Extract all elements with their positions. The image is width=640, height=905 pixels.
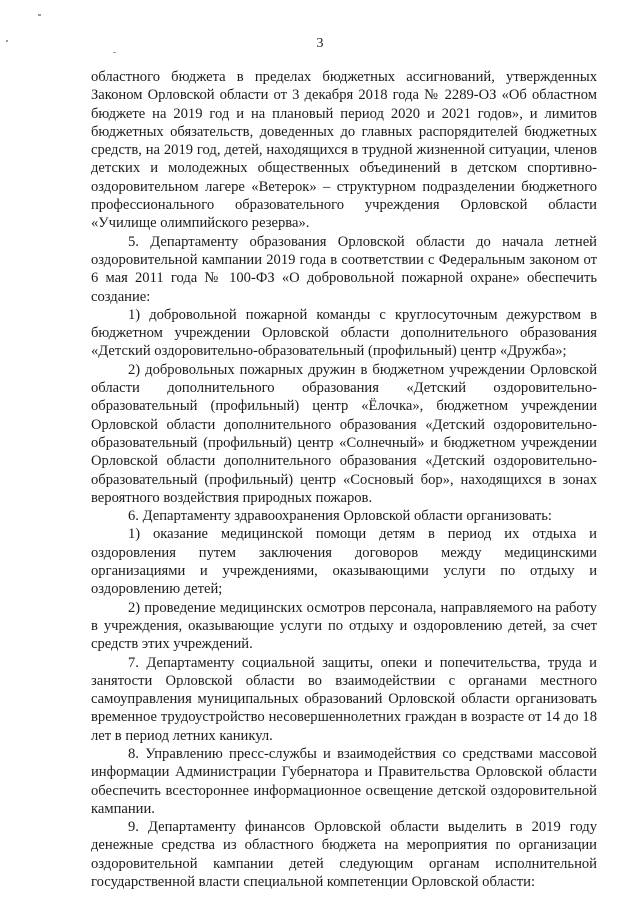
scan-speck xyxy=(113,52,116,53)
paragraph-item-7: 7. Департаменту социальной защиты, опеки и попечительства, труда и занятости Орловской области во взаимодействии с органами местного самоуправления муниципальных образований Орловской области организовать временное трудоустройство несовершеннолетних граждан в возрасте от 14 до 18 лет в период летних каникул. xyxy=(91,654,597,744)
paragraph-item-6-2: 2) проведение медицинских осмотров персонала, направляемого на работу в учреждения, оказывающие услуги по отдыху и оздоровлению детей, за счет средств этих учреждений. xyxy=(91,599,597,653)
paragraph-item-5-1: 1) добровольной пожарной команды с круглосуточным дежурством в бюджетном учреждении Орловской области дополнительного образования «Детский оздоровительно-образовательный (профильный) центр «Дружба»; xyxy=(91,306,597,360)
paragraph-item-6: 6. Департаменту здравоохранения Орловской области организовать: xyxy=(128,508,552,525)
paragraph-continuation: областного бюджета в пределах бюджетных ассигнований, утвержденных Законом Орловской области от 3 декабря 2018 года № 2289-ОЗ «Об областном бюджете на 2019 год и на плановый период 2020 и 2021 годов», и лимитов бюджетных обязательств, доведенных до главных распорядителей бюджетных средств, на 2019 год, детей, находящихся в трудной жизненной ситуации, членов детских и молодежных общественных объединений в детском спортивно-оздоровительном лагере «Ветерок» – структурном подразделении бюджетного профессионального образовательного учреждения Орловской области «Училище олимпийского резерва». xyxy=(91,69,597,232)
paragraph-item-5: 5. Департаменту образования Орловской области до начала летней оздоровительной кампании 2019 года в соответствии с Федеральным законом от 6 мая 2011 года № 100-ФЗ «О добровольной пожарной охране» обеспечить создание: xyxy=(91,233,597,305)
paragraph-item-5-2: 2) добровольных пожарных дружин в бюджетном учреждении Орловской области дополнительного образования «Детский оздоровительно-образовательный (профильный) центр «Ёлочка», бюджетном учреждении Орловской области дополнительного образования «Детский оздоровительно-образовательный (профильный) центр «Солнечный» и бюджетном учреждении Орловской области дополнительного образования «Детский оздоровительно-образовательный (профильный) центр «Сосновый бор», находящихся в зонах вероятного воздействия природных пожаров. xyxy=(91,361,597,506)
scan-speck xyxy=(38,14,41,16)
paragraph-item-8: 8. Управлению пресс-службы и взаимодействия со средствами массовой информации Администрации Губернатора и Правительства Орловской области обеспечить всестороннее информационное освещение детской оздоровительной кампании. xyxy=(91,745,597,817)
page-number: 3 xyxy=(316,36,324,51)
document-body xyxy=(91,68,597,891)
paragraph-item-6-1: 1) оказание медицинской помощи детям в период их отдыха и оздоровления путем заключения договоров между медицинскими организациями и учреждениями, оказывающими услуги по отдыху и оздоровлению детей; xyxy=(91,526,597,598)
paragraph-item-9: 9. Департаменту финансов Орловской области выделить в 2019 году денежные средства из областного бюджета на мероприятия по организации оздоровительной кампании детей следующим органам исполнительной государственной власти специальной компетенции Орловской области: xyxy=(91,819,597,891)
